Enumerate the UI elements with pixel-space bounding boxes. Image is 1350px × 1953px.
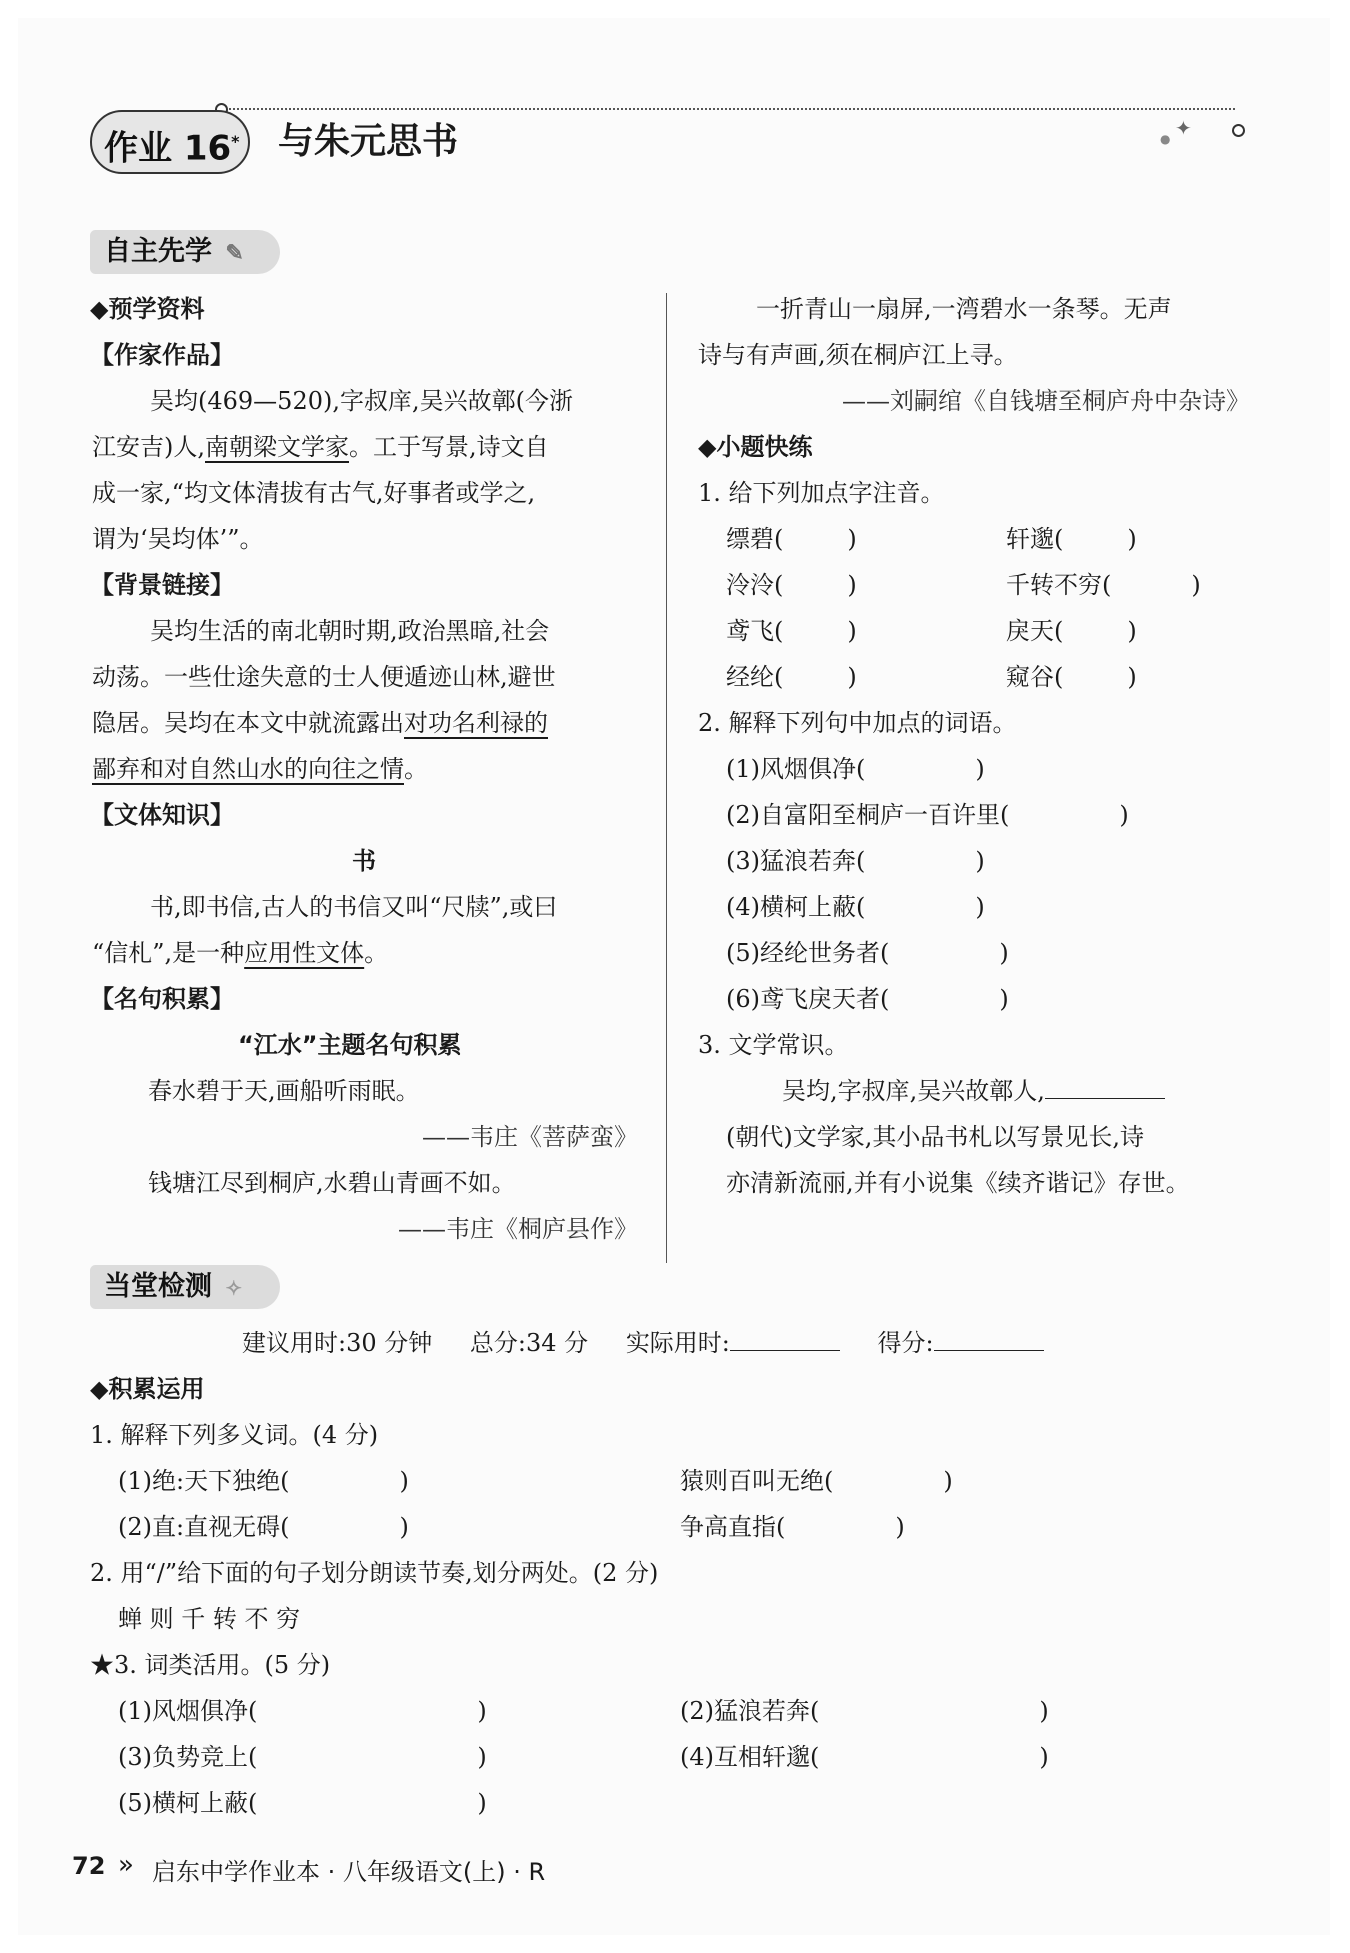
definition-item: (1)风烟俱净( ) xyxy=(726,755,985,783)
word-usage-item: (3)负势竞上( ) xyxy=(118,1743,487,1771)
background-line: 鄙弃和对自然山水的向往之情。 xyxy=(92,755,428,783)
column-divider xyxy=(666,293,667,1263)
definition-item: (2)自富阳至桐庐一百许里( ) xyxy=(726,801,1129,829)
dot-icon: ● xyxy=(1160,132,1171,146)
background-heading: 【背景链接】 xyxy=(90,571,234,599)
quotes-heading: 【名句积累】 xyxy=(90,985,234,1013)
test-question-1: 1. 解释下列多义词。(4 分) xyxy=(90,1421,379,1449)
assignment-badge: 作业 16* xyxy=(90,110,250,174)
page-number: 72 xyxy=(72,1852,106,1880)
pinyin-item: 泠泠( ) xyxy=(726,571,857,599)
test-question-3: ★3. 词类活用。(5 分) xyxy=(90,1651,331,1679)
author-line: 吴均(469—520),字叔庠,吴兴故鄣(今浙 xyxy=(150,387,573,415)
sparkle-icon: ✧ xyxy=(225,1276,243,1300)
background-line: 动荡。一些仕途失意的士人便遁迹山林,避世 xyxy=(92,663,556,691)
page-title: 与朱元思书 xyxy=(278,121,459,162)
quotes-title: “江水”主题名句积累 xyxy=(238,1031,462,1059)
pinyin-item: 缥碧( ) xyxy=(726,525,857,553)
quote-source: ——韦庄《菩萨蛮》 xyxy=(422,1123,638,1151)
word-usage-item: (2)猛浪若奔( ) xyxy=(680,1697,1049,1725)
definition-item: (3)猛浪若奔( ) xyxy=(726,847,985,875)
polysemy-item: 猿则百叫无绝( ) xyxy=(680,1467,953,1495)
test-question-2: 2. 用“/”给下面的句子划分朗读节奏,划分两处。(2 分) xyxy=(90,1559,659,1587)
definition-item: (4)横柯上蔽( ) xyxy=(726,893,985,921)
literary-line: 亦清新流丽,并有小说集《续齐谐记》存世。 xyxy=(726,1169,1190,1197)
question-3: 3. 文学常识。 xyxy=(698,1031,849,1059)
header-dotted-line xyxy=(225,108,1235,110)
author-line: 成一家,“均文体清拔有古气,好事者或学之, xyxy=(92,479,536,507)
author-works-heading: 【作家作品】 xyxy=(90,341,234,369)
prestudy-heading: ◆预学资料 xyxy=(90,294,205,323)
pinyin-item: 窥谷( ) xyxy=(1006,663,1137,691)
word-usage-item: (4)互相轩邈( ) xyxy=(680,1743,1049,1771)
literary-line: 吴均,字叔庠,吴兴故鄣人, xyxy=(782,1068,1165,1114)
pinyin-item: 鸢飞( ) xyxy=(726,617,857,645)
drill-heading: ◆小题快练 xyxy=(698,432,813,461)
meta-row: 建议用时:30 分钟 总分:34 分 实际用时: 得分: xyxy=(242,1320,1044,1366)
polysemy-item: (2)直:直视无碍( ) xyxy=(118,1513,409,1541)
quote-source: ——韦庄《桐庐县作》 xyxy=(398,1215,638,1243)
quote-source: ——刘嗣绾《自钱塘至桐庐舟中杂诗》 xyxy=(842,387,1250,415)
background-line: 隐居。吴均在本文中就流露出对功名利禄的 xyxy=(92,709,548,737)
pinyin-item: 千转不穷( ) xyxy=(1006,571,1201,599)
genre-title: 书 xyxy=(352,847,376,875)
author-line: 江安吉)人,南朝梁文学家。工于写景,诗文自 xyxy=(92,433,549,461)
pinyin-item: 戾天( ) xyxy=(1006,617,1137,645)
double-chevron-icon: » xyxy=(118,1850,134,1880)
definition-item: (5)经纶世务者( ) xyxy=(726,939,1009,967)
book-title: 启东中学作业本 · 八年级语文(上) · R xyxy=(152,1858,546,1886)
polysemy-item: (1)绝:天下独绝( ) xyxy=(118,1467,409,1495)
polysemy-item: 争高直指( ) xyxy=(680,1513,905,1541)
pinyin-item: 经纶( ) xyxy=(726,663,857,691)
genre-heading: 【文体知识】 xyxy=(90,801,234,829)
pinyin-item: 轩邈( ) xyxy=(1006,525,1137,553)
genre-line: 书,即书信,古人的书信又叫“尺牍”,或曰 xyxy=(150,893,558,921)
definition-item: (6)鸢飞戾天者( ) xyxy=(726,985,1009,1013)
quote-text: 诗与有声画,须在桐庐江上寻。 xyxy=(698,341,1018,369)
word-usage-item: (5)横柯上蔽( ) xyxy=(118,1789,487,1817)
word-usage-item: (1)风烟俱净( ) xyxy=(118,1697,487,1725)
quote-text: 一折青山一扇屏,一湾碧水一条琴。无声 xyxy=(756,295,1172,323)
question-2: 2. 解释下列句中加点的词语。 xyxy=(698,709,1017,737)
actual-time-blank[interactable] xyxy=(730,1322,840,1351)
quote-text: 春水碧于天,画船听雨眠。 xyxy=(148,1077,420,1105)
genre-line: “信札”,是一种应用性文体。 xyxy=(92,939,389,967)
question-1: 1. 给下列加点字注音。 xyxy=(698,479,945,507)
rhythm-sentence: 蝉 则 千 转 不 穷 xyxy=(118,1605,301,1633)
answer-blank[interactable] xyxy=(1045,1070,1165,1099)
author-line: 谓为‘吴均体’”。 xyxy=(92,525,264,553)
quote-text: 钱塘江尽到桐庐,水碧山青画不如。 xyxy=(148,1169,516,1197)
section-title-self-study: 自主先学 ✎ xyxy=(90,230,280,274)
score-blank[interactable] xyxy=(934,1322,1044,1351)
literary-line: (朝代)文学家,其小品书札以写景见长,诗 xyxy=(726,1123,1144,1151)
header-ring-icon xyxy=(1232,124,1245,137)
accum-heading: ◆积累运用 xyxy=(90,1374,205,1403)
background-line: 吴均生活的南北朝时期,政治黑暗,社会 xyxy=(150,617,550,645)
section-title-class-test: 当堂检测 ✧ xyxy=(90,1265,280,1309)
pencil-icon: ✎ xyxy=(225,240,244,266)
sparkle-icon: ✦ xyxy=(1175,116,1192,140)
